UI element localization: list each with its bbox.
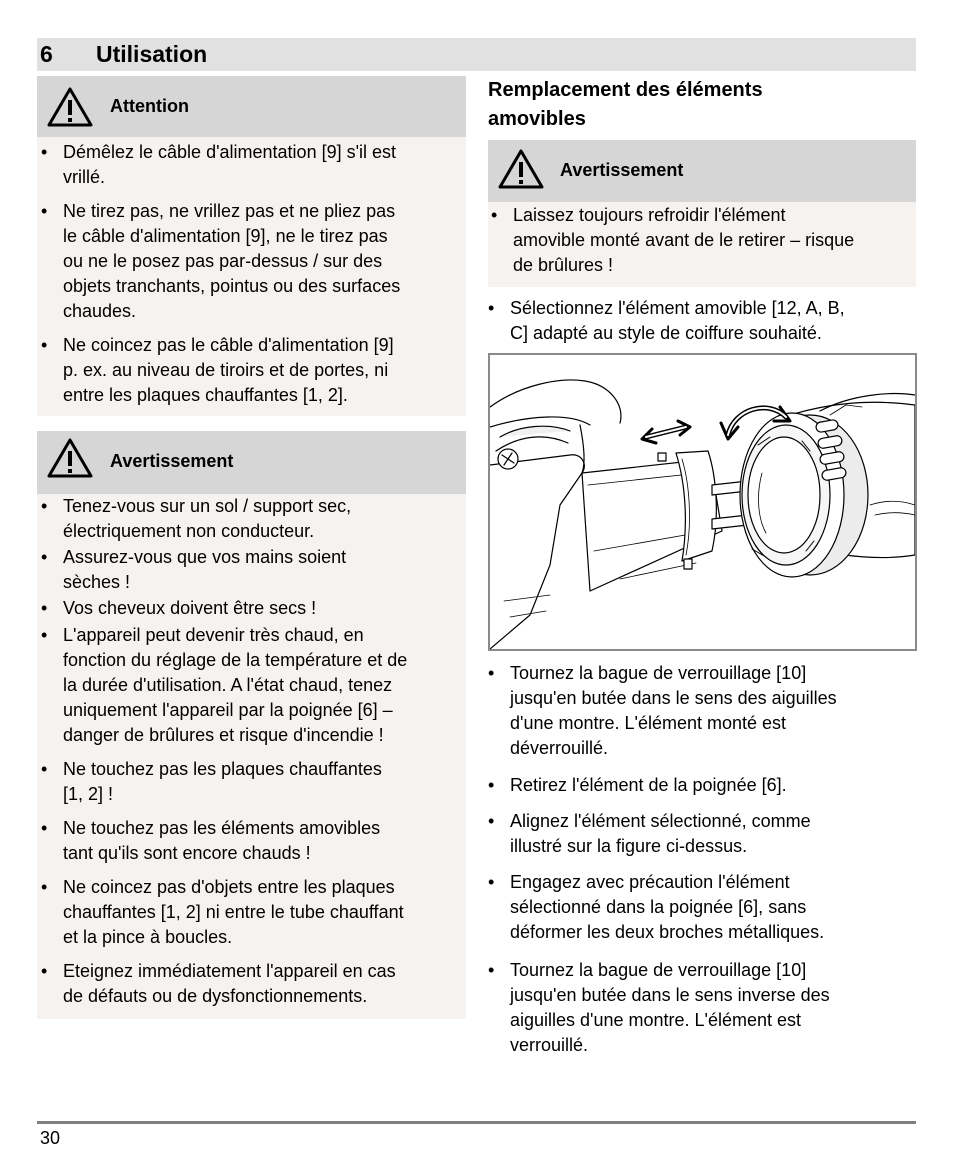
bullet: • — [41, 961, 48, 981]
step-line: déverrouillé. — [510, 738, 609, 758]
list-item-line: et la pince à boucles. — [63, 927, 233, 947]
list-item-line: Laissez toujours refroidir l'élément — [513, 205, 786, 225]
list-item-line: chaudes. — [63, 301, 137, 321]
bullet: • — [491, 205, 498, 225]
list-item-line: Tenez-vous sur un sol / support sec, — [63, 496, 352, 516]
list-item-line: la durée d'utilisation. A l'état chaud, tenez — [63, 675, 393, 695]
attention-box — [37, 76, 466, 416]
step-item — [488, 870, 824, 945]
step-line: d'une montre. L'élément monté est — [510, 713, 787, 733]
step-line: illustré sur la figure ci-dessus. — [510, 836, 748, 856]
bullet: • — [41, 142, 48, 162]
list-item-line: L'appareil peut devenir très chaud, en — [63, 625, 364, 645]
list-item-line: chauffantes [1, 2] ni entre le tube chauffant — [63, 902, 404, 922]
step-line: déformer les deux broches métalliques. — [510, 922, 825, 942]
step-item — [488, 661, 837, 761]
list-item-line: le câble d'alimentation [9], ne le tirez pas — [63, 226, 388, 246]
list-item — [41, 494, 351, 544]
list-item-line: p. ex. au niveau de tiroirs et de portes, ni — [63, 360, 389, 380]
attention-box-heading — [37, 76, 466, 137]
list-item — [41, 757, 382, 807]
list-item — [41, 140, 396, 190]
step-line: Alignez l'élément sélectionné, comme — [510, 811, 811, 831]
step-line: verrouillé. — [510, 1035, 589, 1055]
list-item — [41, 596, 316, 621]
page-number: 30 — [40, 1128, 61, 1148]
attention-label: Attention — [110, 96, 189, 116]
step-line: Engagez avec précaution l'élément — [510, 872, 790, 892]
bullet: • — [41, 547, 48, 567]
list-item — [41, 816, 380, 866]
bullet: • — [41, 335, 48, 355]
chapter-heading-bar — [37, 38, 916, 71]
list-item-line: Démêlez le câble d'alimentation [9] s'il est — [63, 142, 397, 162]
step-line: C] adapté au style de coiffure souhaité. — [510, 323, 822, 343]
step-line: Sélectionnez l'élément amovible [12, A, B, — [510, 298, 845, 318]
list-item-line: Ne touchez pas les plaques chauffantes — [63, 759, 382, 779]
step-line: Retirez l'élément de la poignée [6]. — [510, 775, 787, 795]
bullet: • — [41, 598, 48, 618]
list-item-line: Ne coincez pas d'objets entre les plaques — [63, 877, 395, 897]
list-item-line: amovible monté avant de le retirer – risque — [513, 230, 855, 250]
step-line: Tournez la bague de verrouillage [10] — [510, 960, 807, 980]
list-item-line: vrillé. — [63, 167, 106, 187]
bullet: • — [488, 811, 495, 831]
step-item — [488, 773, 787, 798]
list-item-line: Ne coincez pas le câble d'alimentation [9] — [63, 335, 394, 355]
bullet: • — [488, 872, 495, 892]
list-item — [41, 545, 346, 595]
step-line: Tournez la bague de verrouillage [10] — [510, 663, 807, 683]
warning-box-right-heading — [488, 140, 916, 202]
subtitle-line: Remplacement des éléments — [488, 79, 763, 101]
warning-label: Avertissement — [110, 451, 234, 471]
step-item — [488, 809, 811, 859]
list-item-line: objets tranchants, pointus ou des surfaces — [63, 276, 401, 296]
list-item-line: uniquement l'appareil par la poignée [6] – — [63, 700, 393, 720]
list-item — [41, 875, 404, 950]
list-item-line: ou ne le posez pas par-dessus / sur des — [63, 251, 383, 271]
bullet: • — [488, 298, 495, 318]
bullet: • — [41, 625, 48, 645]
list-item-line: de défauts ou de dysfonctionnements. — [63, 986, 368, 1006]
list-item — [41, 333, 394, 408]
list-item-line: Ne touchez pas les éléments amovibles — [63, 818, 381, 838]
list-item-line: Eteignez immédiatement l'appareil en cas — [63, 961, 396, 981]
bullet: • — [488, 960, 495, 980]
footer-rule — [37, 1121, 916, 1124]
warning-box-right — [488, 140, 916, 287]
bullet: • — [41, 818, 48, 838]
section-subtitle — [488, 76, 763, 134]
step-line: jusqu'en butée dans le sens inverse des — [510, 985, 830, 1005]
list-item-line: électriquement non conducteur. — [63, 521, 315, 541]
chapter-title: Utilisation — [96, 41, 208, 67]
list-item-line: [1, 2] ! — [63, 784, 114, 804]
list-item-line: Assurez-vous que vos mains soient — [63, 547, 347, 567]
warning-triangle-icon — [46, 86, 94, 128]
step-line: jusqu'en butée dans le sens des aiguilles — [510, 688, 837, 708]
warning-triangle-icon — [46, 437, 94, 479]
list-item — [491, 203, 854, 278]
step-item — [488, 958, 830, 1058]
bullet: • — [488, 775, 495, 795]
bullet: • — [488, 663, 495, 683]
list-item-line: fonction du réglage de la température et de — [63, 650, 408, 670]
chapter-number: 6 — [40, 41, 53, 67]
list-item-line: de brûlures ! — [513, 255, 614, 275]
warning-box-left-heading — [37, 431, 466, 494]
bullet: • — [41, 759, 48, 779]
list-item-line: tant qu'ils sont encore chauds ! — [63, 843, 311, 863]
attachment-drawing — [490, 355, 915, 649]
warning-box-left — [37, 431, 466, 1019]
list-item-line: Ne tirez pas, ne vrillez pas et ne pliez pas — [63, 201, 396, 221]
attachment-illustration — [488, 353, 917, 651]
list-item — [41, 623, 407, 748]
bullet: • — [41, 877, 48, 897]
warning-label: Avertissement — [560, 160, 684, 180]
bullet: • — [41, 496, 48, 516]
warning-triangle-icon — [497, 148, 545, 190]
list-item-line: sèches ! — [63, 572, 131, 592]
list-item — [41, 199, 400, 324]
list-item-line: danger de brûlures et risque d'incendie ! — [63, 725, 384, 745]
subtitle-line: amovibles — [488, 108, 586, 130]
step-item — [488, 296, 845, 346]
list-item-line: Vos cheveux doivent être secs ! — [63, 598, 317, 618]
bullet: • — [41, 201, 48, 221]
step-line: sélectionné dans la poignée [6], sans — [510, 897, 807, 917]
step-line: aiguilles d'une montre. L'élément est — [510, 1010, 802, 1030]
list-item-line: entre les plaques chauffantes [1, 2]. — [63, 385, 348, 405]
list-item — [41, 959, 396, 1009]
